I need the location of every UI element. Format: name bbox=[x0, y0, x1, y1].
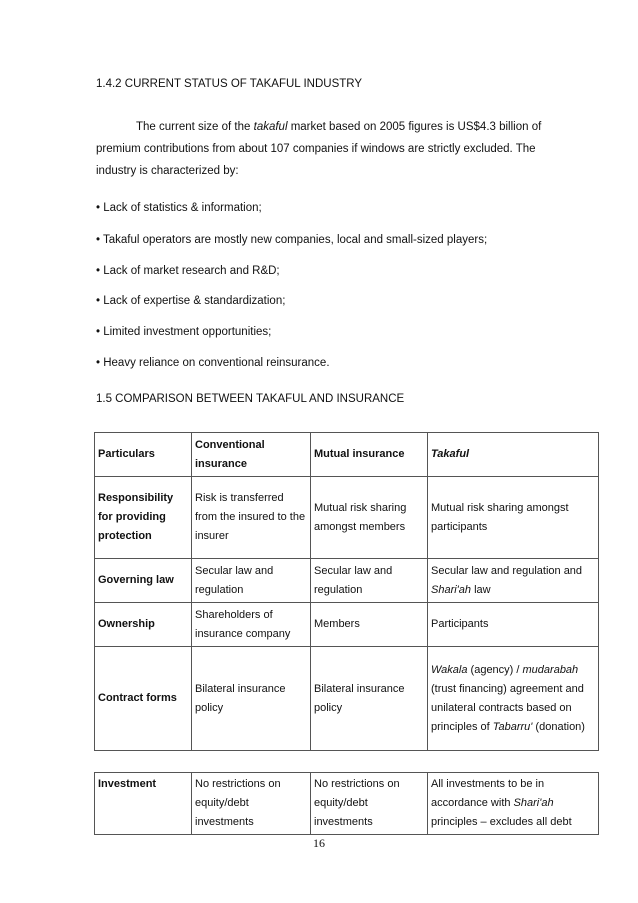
comparison-table bbox=[94, 432, 599, 751]
table-cell: No restrictions on equity/debt investments bbox=[192, 773, 311, 835]
intro-italic: takaful bbox=[253, 121, 288, 133]
table-row bbox=[95, 433, 599, 477]
table-cell: Risk is transferred from the insured to the insurer bbox=[192, 477, 311, 559]
table-cell: Bilateral insurance policy bbox=[311, 647, 428, 751]
table-cell: Bilateral insurance policy bbox=[192, 647, 311, 751]
cell-text: All investments to be in accordance with bbox=[431, 778, 545, 809]
cell-text: (agency) / bbox=[467, 663, 523, 676]
bullet-item: • Lack of statistics & information; bbox=[96, 202, 262, 214]
table-row bbox=[95, 559, 599, 603]
table-cell: Mutual risk sharing amongst members bbox=[311, 477, 428, 559]
bullet-item: • Limited investment opportunities; bbox=[96, 326, 272, 338]
table-cell bbox=[428, 773, 599, 835]
table-row bbox=[95, 603, 599, 647]
cell-text: (donation) bbox=[532, 720, 585, 733]
row-label: Investment bbox=[95, 773, 192, 835]
table-cell: Members bbox=[311, 603, 428, 647]
takaful-header: Takaful bbox=[431, 448, 470, 460]
intro-paragraph bbox=[96, 116, 556, 182]
table-cell: Shareholders of insurance company bbox=[192, 603, 311, 647]
section-15-heading: 1.5 COMPARISON BETWEEN TAKAFUL AND INSURANCE bbox=[96, 393, 405, 405]
cell-italic: Shari'ah bbox=[513, 797, 554, 809]
comparison-table-continued bbox=[94, 772, 599, 835]
cell-text: law bbox=[471, 583, 491, 596]
cell-italic: Shari'ah bbox=[431, 583, 472, 596]
bullet-item: • Heavy reliance on conventional reinsurance. bbox=[96, 357, 330, 369]
table-cell: Secular law and regulation bbox=[192, 559, 311, 603]
table-cell bbox=[428, 559, 599, 603]
cell-italic: Tabarru' bbox=[492, 720, 533, 733]
table-cell: Participants bbox=[428, 603, 599, 647]
cell-text: (trust financing) agreement and unilateral contracts based on principles of bbox=[431, 682, 584, 733]
table-cell bbox=[428, 647, 599, 751]
table-row bbox=[95, 647, 599, 751]
table-cell: No restrictions on equity/debt investments bbox=[311, 773, 428, 835]
intro-part2: market based on 2005 figures is US$4.3 billion of premium contributions from about 107 companies if windows are strictly excluded. The industry is characterized by: bbox=[96, 121, 542, 177]
row-label: Governing law bbox=[95, 559, 192, 603]
row-label: Ownership bbox=[95, 603, 192, 647]
page-number: 16 bbox=[313, 836, 325, 850]
table-cell: Mutual risk sharing amongst participants bbox=[428, 477, 599, 559]
bullet-item: • Lack of market research and R&D; bbox=[96, 265, 280, 277]
table-row bbox=[95, 773, 599, 835]
cell-italic: Wakala bbox=[431, 663, 468, 676]
header-cell: Particulars bbox=[95, 433, 192, 477]
intro-part1: The current size of the bbox=[136, 121, 254, 133]
section-142-heading: 1.4.2 CURRENT STATUS OF TAKAFUL INDUSTRY bbox=[96, 78, 363, 90]
header-cell: Conventional insurance bbox=[192, 433, 311, 477]
table-cell: Secular law and regulation bbox=[311, 559, 428, 603]
header-cell: Mutual insurance bbox=[311, 433, 428, 477]
row-label: Responsibility for providing protection bbox=[95, 477, 192, 559]
table-row bbox=[95, 477, 599, 559]
bullet-item: • Lack of expertise & standardization; bbox=[96, 295, 286, 307]
cell-italic: mudarabah bbox=[522, 663, 579, 676]
cell-text: Secular law and regulation and bbox=[431, 564, 583, 577]
header-cell bbox=[428, 433, 599, 477]
cell-text: principles – excludes all debt bbox=[431, 816, 572, 828]
bullet-item: • Takaful operators are mostly new companies, local and small-sized players; bbox=[96, 234, 488, 246]
row-label: Contract forms bbox=[95, 647, 192, 751]
